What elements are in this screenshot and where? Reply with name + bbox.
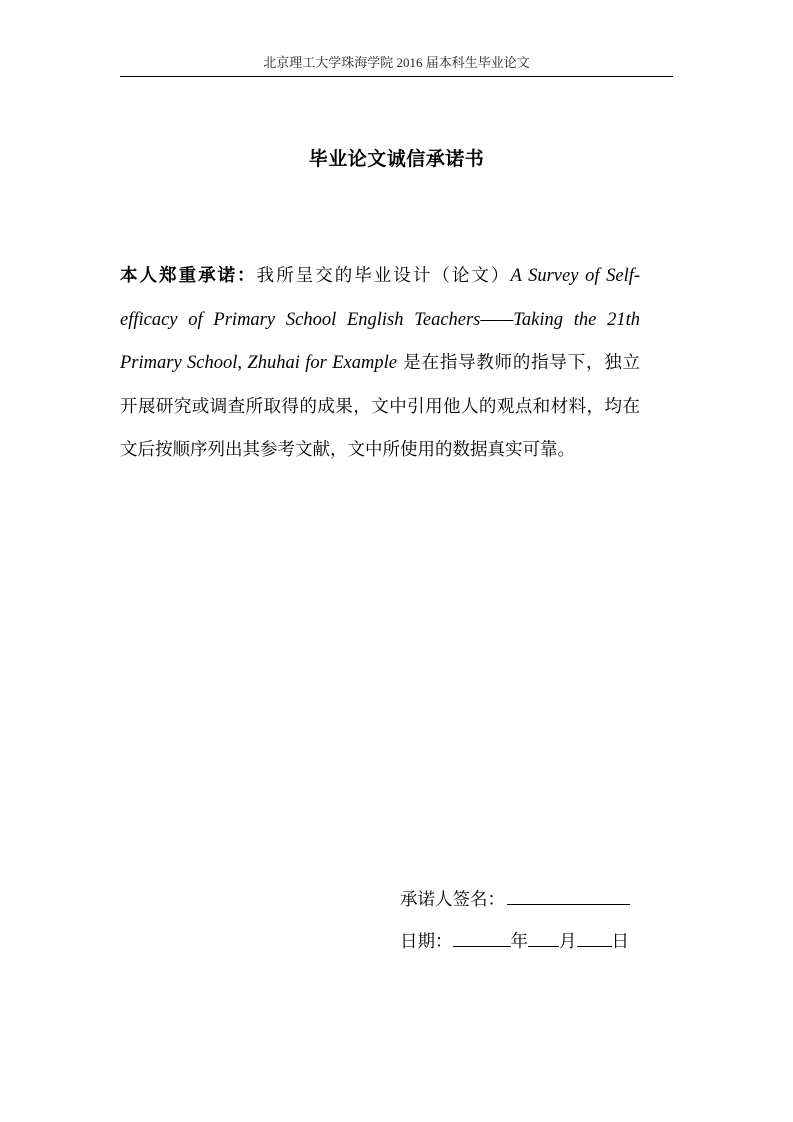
day-blank[interactable]	[577, 926, 612, 947]
page-title: 毕业论文诚信承诺书	[308, 148, 485, 170]
date-label: 日期：	[400, 932, 453, 952]
thesis-title: A Survey of Self-efficacy of Primary School English Teachers——Taking the 21th Primary School, Zhuhai for Example	[120, 266, 641, 374]
signature-row	[400, 884, 660, 910]
year-label: 年	[510, 932, 528, 952]
signature-block	[400, 884, 660, 952]
signature-line[interactable]	[507, 884, 630, 905]
pledge-body: 是在指导教师的指导下，独立开展研究或调查所取得的成果，文中引用他人的观点和材料，均在文后按顺序列出其参考文献，文中所使用的数据真实可靠。	[120, 353, 640, 461]
month-label: 月	[559, 932, 577, 952]
date-row	[400, 926, 660, 952]
pledge-paragraph	[120, 255, 640, 473]
page-header: 北京理工大学珠海学院 2016 届本科生毕业论文	[263, 55, 530, 70]
pledge-intro: 我所呈交的毕业设计（论文）	[256, 266, 511, 286]
pledge-lead: 本人郑重承诺：	[120, 266, 257, 286]
day-label: 日	[611, 932, 629, 952]
month-blank[interactable]	[528, 926, 559, 947]
header-divider	[120, 76, 673, 77]
year-blank[interactable]	[453, 926, 511, 947]
signature-label: 承诺人签名：	[400, 890, 505, 910]
